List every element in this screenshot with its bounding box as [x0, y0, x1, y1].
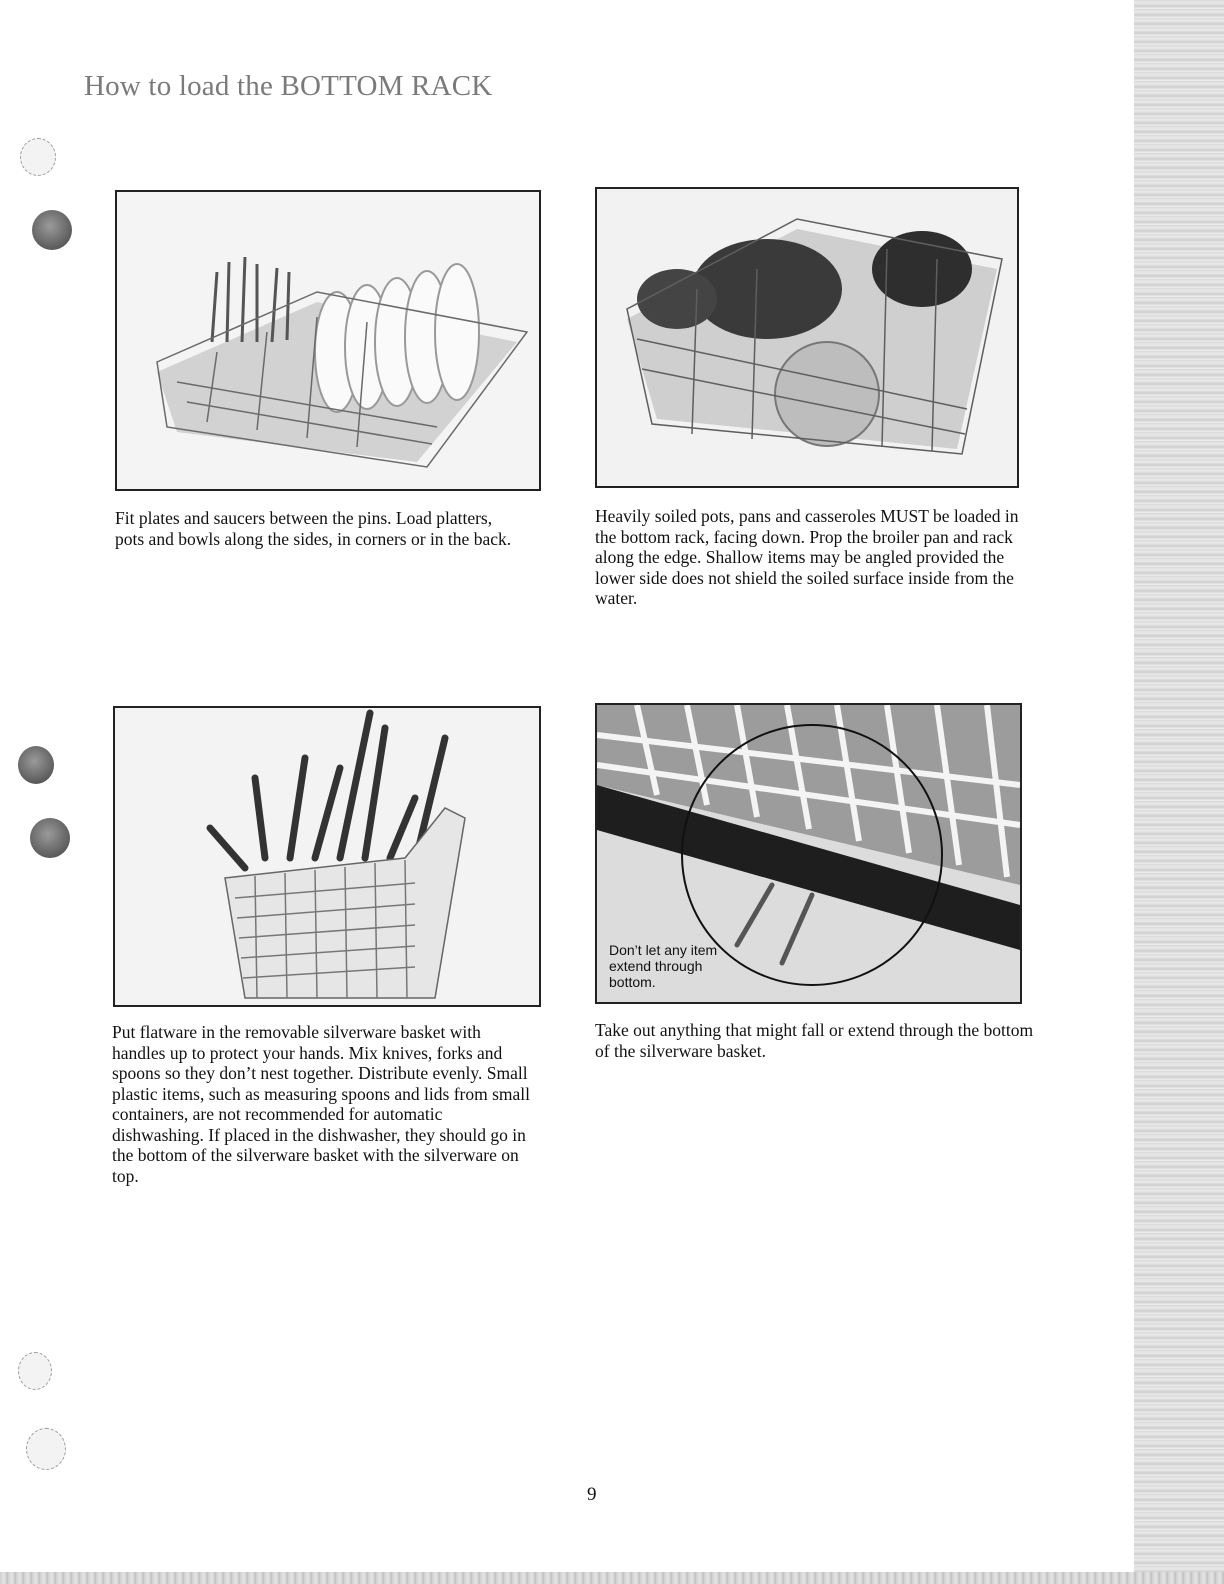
binder-hole-icon — [20, 138, 56, 176]
bottom-rack-pots-photo — [595, 187, 1019, 488]
bottom-scan-strip — [0, 1572, 1224, 1584]
basket-bottom-detail-photo — [595, 703, 1022, 1004]
binder-hole-icon — [30, 818, 70, 858]
panel-4-callout: Don’t let any item extend through bottom. — [609, 942, 718, 990]
panel-4-caption: Take out anything that might fall or extend through the bottom of the silverware basket. — [595, 1020, 1034, 1061]
page-edge-scan — [1134, 0, 1224, 1584]
panel-1-caption: Fit plates and saucers between the pins. Load platters, pots and bowls along the sides, in corners or in the back. — [115, 508, 512, 549]
binder-hole-icon — [32, 210, 72, 250]
page-title: How to load the BOTTOM RACK — [84, 70, 493, 102]
binder-hole-icon — [18, 1352, 52, 1390]
binder-hole-icon — [26, 1428, 66, 1470]
panel-3-caption: Put flatware in the removable silverware basket with handles up to protect your hands. Mix knives, forks and spoons so they don’t nest together. Distribute evenly. Small plastic items, such as measuring spoons and lids from small containers, are not recommended for automatic dishwashing. If placed in the dishwasher, they should go in the bottom of the silverware basket with the silverware on top. — [112, 1022, 531, 1186]
page-number: 9 — [587, 1484, 597, 1505]
bottom-rack-plates-photo — [115, 190, 541, 491]
binder-hole-icon — [18, 746, 54, 784]
silverware-basket-photo — [113, 706, 541, 1007]
panel-2-caption: Heavily soiled pots, pans and casseroles MUST be loaded in the bottom rack, facing down. Prop the broiler pan and rack along the edge. Shallow items may be angled provided the lower side does not shield the soiled surface inside from the water. — [595, 506, 1019, 608]
